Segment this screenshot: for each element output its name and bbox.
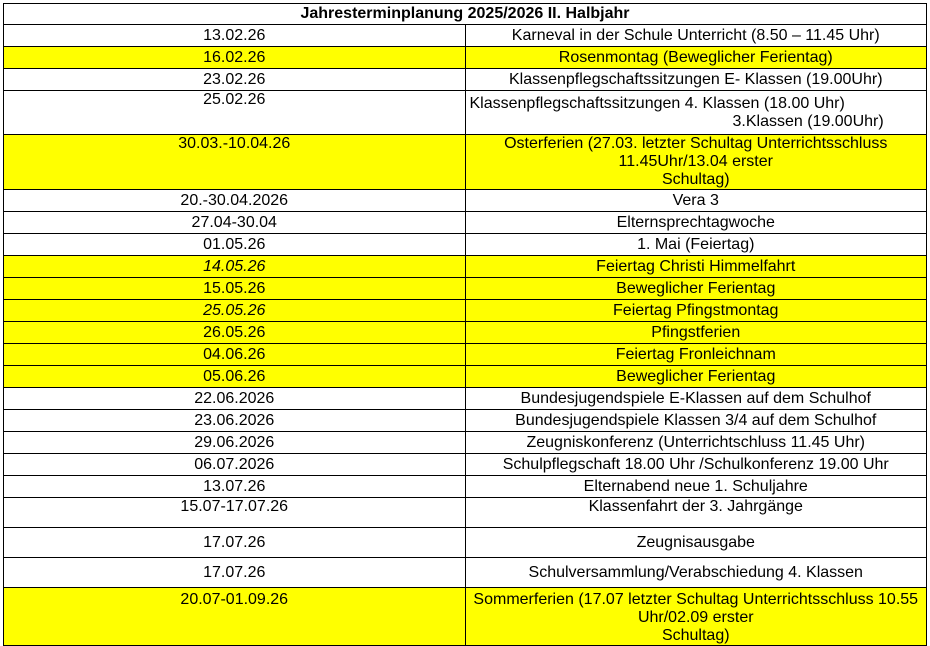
row-event-line1: Klassenpflegschaftssitzungen 4. Klassen (18.00 Uhr)	[469, 94, 845, 112]
table-row	[4, 558, 927, 588]
table-row	[4, 410, 927, 432]
table-row	[4, 25, 927, 47]
row-date: 16.02.26	[4, 47, 466, 69]
row-event: Klassenpflegschaftssitzungen E- Klassen (19.00Uhr)	[465, 69, 927, 91]
row-date: 04.06.26	[4, 344, 466, 366]
row-date: 30.03.-10.04.26	[4, 135, 466, 190]
schedule-table	[3, 3, 927, 646]
table-row	[4, 388, 927, 410]
row-date: 17.07.26	[4, 528, 466, 558]
row-date: 23.02.26	[4, 69, 466, 91]
row-event: Zeugnisausgabe	[465, 528, 927, 558]
row-event: Vera 3	[465, 190, 927, 212]
table-row	[4, 234, 927, 256]
row-date: 22.06.2026	[4, 388, 466, 410]
row-event: Karneval in der Schule Unterricht (8.50 – 11.45 Uhr)	[465, 25, 927, 47]
table-row	[4, 366, 927, 388]
table-row	[4, 344, 927, 366]
row-event: Feiertag Fronleichnam	[465, 344, 927, 366]
table-row	[4, 432, 927, 454]
page-title: Jahresterminplanung 2025/2026 II. Halbjahr	[4, 4, 927, 25]
table-row	[4, 91, 927, 135]
row-date: 20.-30.04.2026	[4, 190, 466, 212]
table-row	[4, 476, 927, 498]
table-row	[4, 528, 927, 558]
row-date: 15.05.26	[4, 278, 466, 300]
table-row	[4, 454, 927, 476]
row-event	[465, 135, 927, 190]
row-event-line2: 3.Klassen (19.00Uhr)	[732, 112, 884, 130]
row-event: Pfingstferien	[465, 322, 927, 344]
table-row	[4, 300, 927, 322]
row-event: Klassenfahrt der 3. Jahrgänge	[465, 498, 927, 528]
table-row	[4, 498, 927, 528]
row-event: Schulpflegschaft 18.00 Uhr /Schulkonferenz 19.00 Uhr	[465, 454, 927, 476]
table-row	[4, 69, 927, 91]
row-event: Feiertag Pfingstmontag	[465, 300, 927, 322]
row-event: Beweglicher Ferientag	[465, 278, 927, 300]
row-date: 27.04-30.04	[4, 212, 466, 234]
table-row	[4, 212, 927, 234]
row-event: Beweglicher Ferientag	[465, 366, 927, 388]
table-row	[4, 135, 927, 190]
table-row	[4, 190, 927, 212]
row-date: 25.05.26	[4, 300, 466, 322]
row-event: Bundesjugendspiele Klassen 3/4 auf dem Schulhof	[465, 410, 927, 432]
row-event: Bundesjugendspiele E-Klassen auf dem Schulhof	[465, 388, 927, 410]
row-event: Elternsprechtagwoche	[465, 212, 927, 234]
row-date: 13.02.26	[4, 25, 466, 47]
row-date: 29.06.2026	[4, 432, 466, 454]
row-date: 26.05.26	[4, 322, 466, 344]
row-event-line1: Osterferien (27.03. letzter Schultag Unterrichtsschluss 11.45Uhr/13.04 erster	[504, 135, 888, 170]
row-event: Zeugniskonferenz (Unterrichtschluss 11.45 Uhr)	[465, 432, 927, 454]
row-event: Schulversammlung/Verabschiedung 4. Klassen	[465, 558, 927, 588]
row-date: 14.05.26	[4, 256, 466, 278]
row-event	[465, 588, 927, 646]
row-event-line1: Sommerferien (17.07 letzter Schultag Unterrichtsschluss 10.55 Uhr/02.09 erster	[473, 591, 919, 626]
table-row	[4, 278, 927, 300]
row-event: Elternabend neue 1. Schuljahre	[465, 476, 927, 498]
title-row	[4, 4, 927, 25]
row-event: Feiertag Christi Himmelfahrt	[465, 256, 927, 278]
row-date: 25.02.26	[4, 91, 466, 135]
row-date: 13.07.26	[4, 476, 466, 498]
table-row	[4, 256, 927, 278]
table-row	[4, 47, 927, 69]
row-date: 01.05.26	[4, 234, 466, 256]
row-event-line2: Schultag)	[661, 171, 730, 188]
table-row	[4, 588, 927, 646]
row-event	[465, 91, 927, 135]
row-date: 05.06.26	[4, 366, 466, 388]
row-date: 15.07-17.07.26	[4, 498, 466, 528]
row-event: 1. Mai (Feiertag)	[465, 234, 927, 256]
row-date: 06.07.2026	[4, 454, 466, 476]
row-date: 17.07.26	[4, 558, 466, 588]
table-row	[4, 322, 927, 344]
row-date: 23.06.2026	[4, 410, 466, 432]
row-date: 20.07-01.09.26	[4, 588, 466, 646]
row-event: Rosenmontag (Beweglicher Ferientag)	[465, 47, 927, 69]
row-event-line2: Schultag)	[661, 627, 730, 644]
